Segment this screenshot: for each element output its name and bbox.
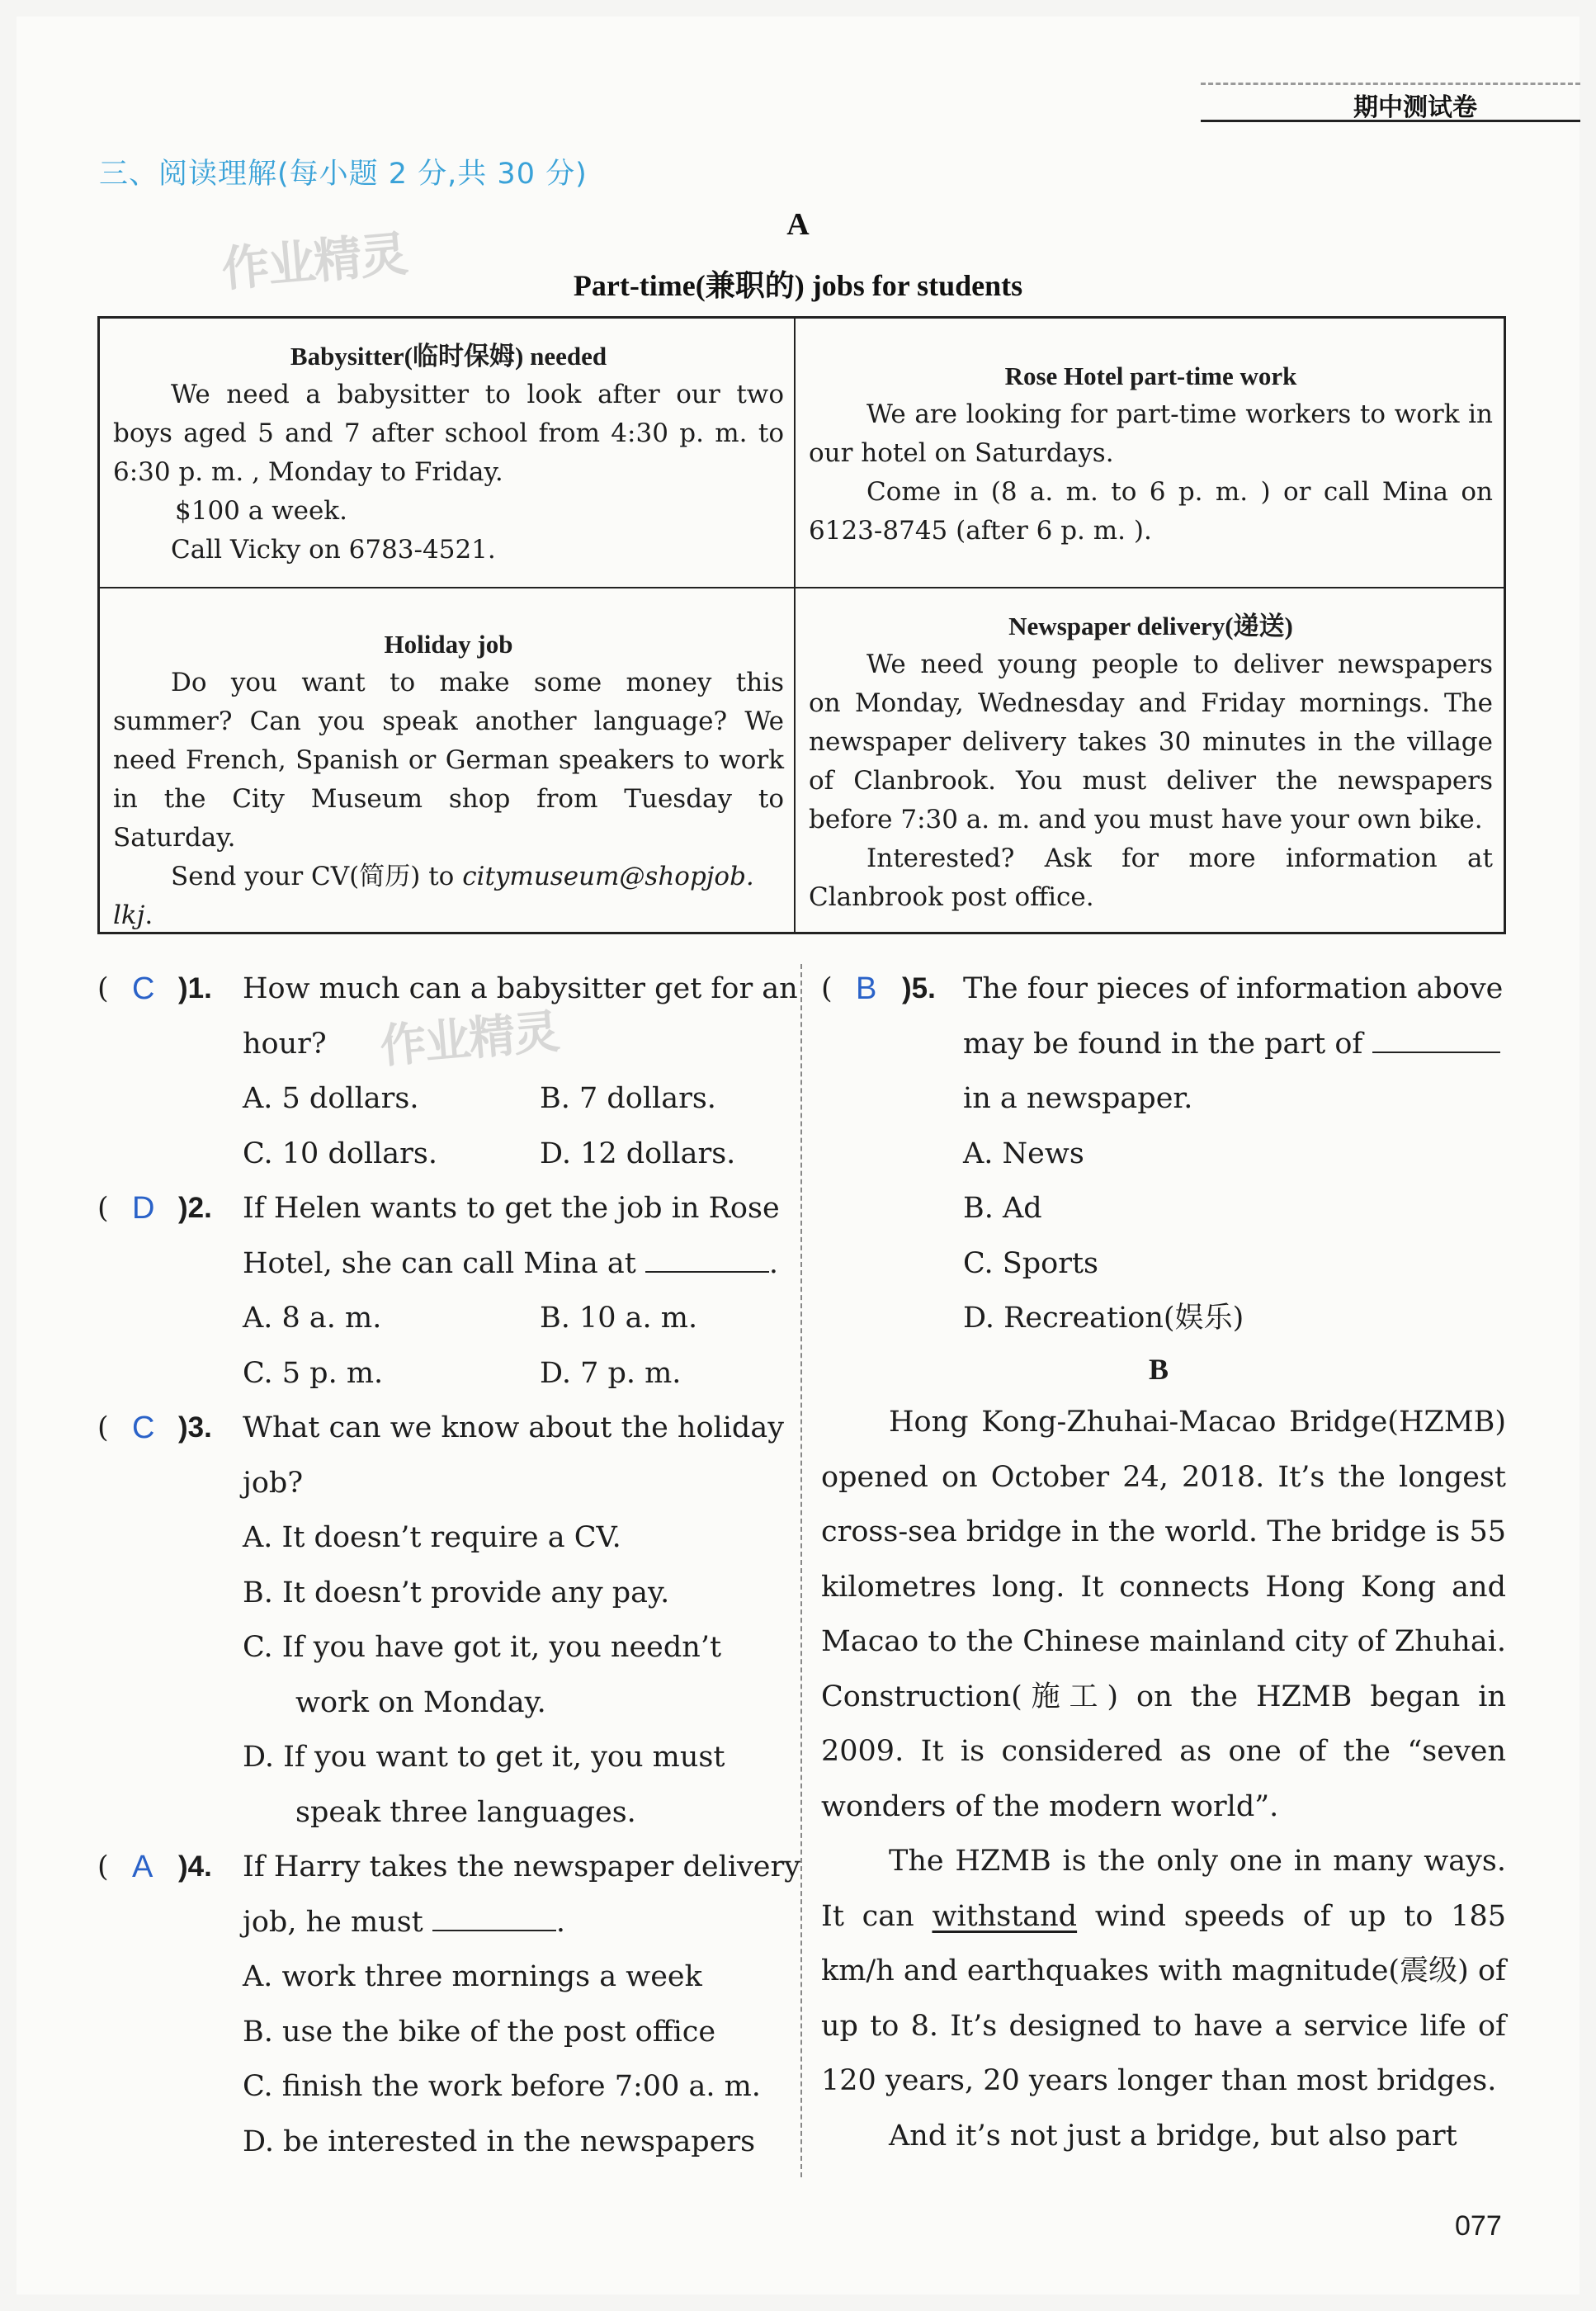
cv-suffix: . [144, 900, 153, 930]
question-stem [243, 1236, 778, 1292]
paren: ( [821, 972, 833, 1005]
option: C. finish the work before 7:00 a. m. [243, 2070, 761, 2103]
page-number: 077 [1455, 2210, 1502, 2242]
question-4 [97, 1840, 800, 1895]
paragraph-text: wind speeds of up to 185 km/h and earthquakes with magnitude(震级) of up to 8. It’s designed to have a service life of 120 years, 20 years longer than most bridges. [821, 1899, 1506, 2097]
stem-end: . [768, 1246, 779, 1280]
column-divider [800, 964, 802, 2177]
paren: ( [97, 1850, 109, 1883]
paragraph: Hong Kong-Zhuhai-Macao Bridge(HZMB) opened on October 24, 2018. It’s the longest cross-sea bridge in the world. The bridge is 55 kilometres long. It connects Hong Kong and Macao to the Chinese mainland city of Zhuhai. Construction(施工) on the HZMB began in 2009. It is considered as one of the “seven wonders of the modern world”. [821, 1406, 1506, 1823]
ad-newspaper [809, 607, 1493, 917]
question-number: )5. [902, 972, 936, 1004]
option-cont: speak three languages. [295, 1795, 636, 1829]
ad-body: Do you want to make some money this summer? Can you speak another language? We need French, Spanish or German speakers to work in the City Museum shop from Tuesday to Saturday. [113, 668, 784, 853]
passage-a-title: Part-time(兼职的) jobs for students [573, 269, 1023, 302]
question-number: )1. [178, 972, 212, 1004]
ad-cv-line [113, 858, 784, 935]
option: D. If you want to get it, you must [243, 1741, 725, 1774]
question-number: )3. [178, 1411, 212, 1444]
answer-blank [1372, 1018, 1500, 1053]
underlined-word: withstand [932, 1899, 1078, 1933]
cv-prefix: Send your CV(简历) to [171, 862, 463, 891]
paragraph [821, 1834, 1506, 2109]
ad-holiday-job [113, 625, 784, 935]
ad-body: We are looking for part-time workers to work in our hotel on Saturdays. [809, 399, 1493, 468]
email-link[interactable]: citymuseum@shopjob. lkj [113, 862, 754, 930]
stem-text: Hotel, she can call Mina at [243, 1246, 636, 1280]
question-stem: What can we know about the holiday [243, 1411, 784, 1444]
option: B. 7 dollars. [540, 1082, 716, 1115]
paren: ( [97, 1192, 109, 1225]
ad-babysitter [113, 337, 784, 569]
header-dashed-rule [1201, 83, 1580, 85]
question-stem: How much can a babysitter get for an [243, 972, 798, 1005]
passage-a-label: A [786, 207, 810, 242]
option: B. It doesn’t provide any pay. [243, 1576, 670, 1609]
option: C. 10 dollars. [243, 1137, 437, 1170]
section-title: 三、阅读理解(每小题 2 分,共 30 分) [99, 158, 588, 191]
answer-blank [645, 1238, 769, 1273]
stem-text: job, he must [243, 1905, 423, 1939]
answer: C [132, 971, 155, 1006]
question-number: )4. [178, 1850, 212, 1883]
option: D. be interested in the newspapers [243, 2124, 756, 2158]
question-stem: job? [243, 1466, 304, 1500]
answer-blank [432, 1897, 556, 1931]
paren: ( [97, 972, 109, 1005]
ad-body: Come in (8 a. m. to 6 p. m. ) or call Mina on 6123-8745 (after 6 p. m. ). [809, 477, 1493, 546]
question-2 [97, 1181, 791, 1236]
option: D. 7 p. m. [540, 1356, 682, 1390]
option: C. Sports [963, 1246, 1098, 1280]
header-title: 期中测试卷 [1353, 93, 1477, 122]
option: D. 12 dollars. [540, 1137, 736, 1170]
header-rule [1201, 120, 1580, 122]
option: A. work three mornings a week [243, 1960, 702, 1993]
question-5 [821, 962, 1506, 1017]
ad-title: Babysitter(临时保姆) needed [290, 342, 607, 371]
stem-text: may be found in the part of [963, 1027, 1363, 1061]
question-stem: The four pieces of information above [963, 972, 1504, 1005]
option: A. It doesn’t require a CV. [243, 1521, 621, 1554]
passage-b-label: B [1149, 1353, 1169, 1386]
answer: D [132, 1191, 155, 1226]
answer: C [132, 1411, 155, 1445]
answer: B [856, 971, 877, 1006]
answer: A [132, 1850, 153, 1884]
option: D. Recreation(娱乐) [963, 1302, 1244, 1335]
ads-vertical-divider [794, 316, 796, 934]
option: B. use the bike of the post office [243, 2015, 716, 2049]
ad-contact: Call Vicky on 6783-4521. [171, 535, 496, 565]
option: A. News [963, 1137, 1084, 1170]
paren: ( [97, 1411, 109, 1444]
question-stem [243, 1895, 565, 1950]
option: B. Ad [963, 1192, 1042, 1225]
option: B. 10 a. m. [540, 1302, 698, 1335]
option: A. 5 dollars. [243, 1082, 419, 1115]
paragraph-text: The HZMB is the only one in many ways. It can [821, 1845, 1506, 1933]
ad-title: Holiday job [384, 630, 513, 659]
option: C. 5 p. m. [243, 1356, 384, 1390]
passage-b-body [821, 1395, 1506, 2163]
option: A. 8 a. m. [243, 1302, 382, 1335]
ad-body: We need a babysitter to look after our two boys aged 5 and 7 after school from 4:30 p. m. to 6:30 p. m. , Monday to Friday. [113, 380, 784, 487]
ad-title: Rose Hotel part-time work [1004, 362, 1297, 390]
questions-right [821, 962, 1506, 1346]
watermark: 作业精灵 [377, 1004, 560, 1075]
option: C. If you have got it, you needn’t [243, 1631, 722, 1664]
ad-body: Interested? Ask for more information at Clanbrook post office. [809, 844, 1493, 912]
question-stem: in a newspaper. [963, 1082, 1193, 1115]
question-stem: If Helen wants to get the job in Rose [243, 1192, 780, 1225]
ad-rose-hotel [809, 357, 1493, 551]
question-3 [97, 1401, 791, 1456]
ad-title: Newspaper delivery(递送) [1008, 612, 1293, 640]
ad-body: We need young people to deliver newspapers on Monday, Wednesday and Friday mornings. The newspaper delivery takes 30 minutes in the village of Clanbrook. You must deliver the newspapers before 7:30 a. m. and you must have your own bike. [809, 650, 1493, 834]
question-stem: If Harry takes the newspaper delivery [243, 1850, 800, 1883]
question-stem: hour? [243, 1027, 327, 1061]
option-cont: work on Monday. [295, 1685, 546, 1719]
question-number: )2. [178, 1192, 212, 1224]
paragraph: And it’s not just a bridge, but also part [889, 2119, 1457, 2153]
ad-pay: $100 a week. [175, 496, 347, 526]
watermark: 作业精灵 [219, 225, 408, 298]
question-stem [963, 1017, 1500, 1072]
questions-left [97, 962, 800, 2169]
ads-horizontal-divider [97, 587, 1506, 588]
stem-end: . [555, 1905, 565, 1939]
